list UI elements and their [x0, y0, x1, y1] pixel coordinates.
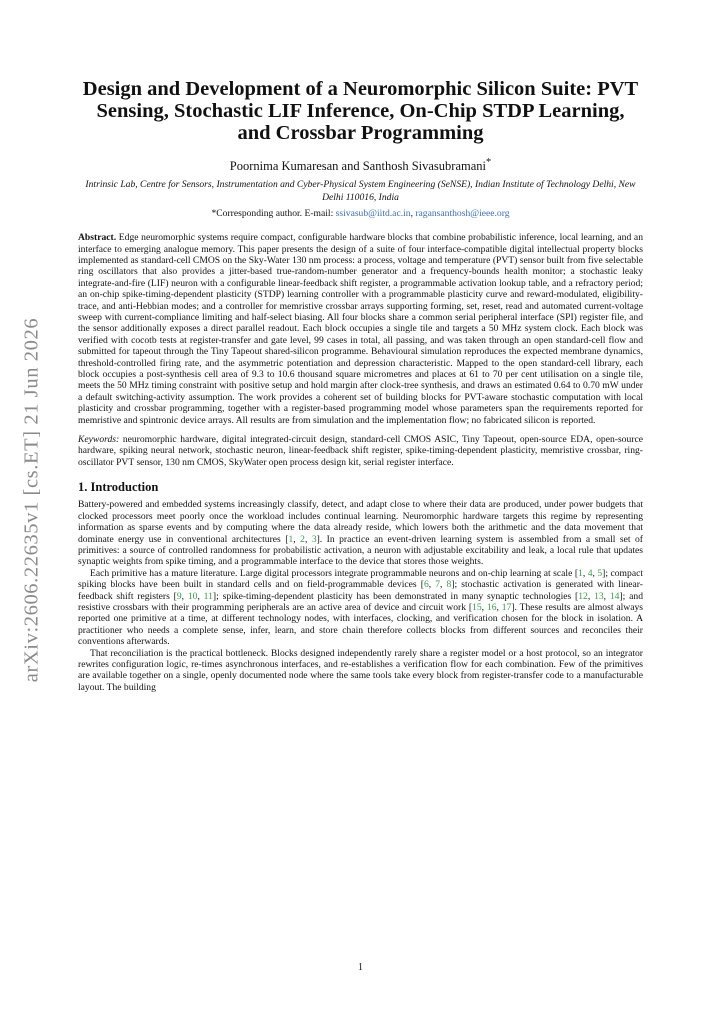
abstract-text: Edge neuromorphic systems require compact, configurable hardware blocks that combine probabilistic inference, local learning, and an interface to emerging analogue memory. This paper presents the design of a suite of four interface-compatible digital intellectual property blocks implemented as standard-cell CMOS on the Sky-Water 130 nm process: a process, voltage and temperature (PVT) sensor built from five selectable ring oscillators that also provides a jitter-based true-random-number generator and a frequency-bounds health monitor; a stochastic leaky integrate-and-fire (LIF) neuron with a configurable linear-feedback shift register, a programmable activation lookup table, and a refractory period; an on-chip spike-timing-dependent plasticity (STDP) learning controller with a programmable plasticity curve and reward-modulated, eligibility-trace, and anti-Hebbian modes; and a controller for memristive crossbar arrays supporting forming, set, reset, read and automated current-voltage sweep with current-compliance limiting and half-select biasing. All four blocks share a common serial peripheral interface (SPI) register file, and the sensor additionally exposes a direct parallel readout. Each block occupies a single tile and targets a 50 MHz system clock. Each block was verified with cocotb tests at register-transfer and gate level, 99 cases in total, all passing, and was taken through an open standard-cell flow and submitted for tapeout through the Tiny Tapeout shared-silicon programme. Behavioural simulation reproduces the expected membrane dynamics, threshold-controlled firing rate, and the asymmetric potentiation and depression characteristic. Mapped to the open standard-cell library, each block occupies a post-synthesis cell area of 9.3 to 10.6 thousand square micrometres and places at 61 to 70 per cent utilisation on a single tile, meets the 50 MHz timing constraint with positive setup and hold margin after clock-tree synthesis, and draws an estimated 0.64 to 0.70 mW under a default switching-activity assumption. The work provides a coherent set of building blocks for PVT-aware stochastic computation with local plasticity and crossbar programming, together with a register-based programming model whose parameters span the requirements reported for memristive and spintronic device arrays. All results are from simulation and the implementation flow; no fabricated silicon is reported.	[78, 232, 643, 426]
citation-link[interactable]: 1	[578, 567, 583, 579]
arxiv-identifier-stamp	[12, 300, 52, 700]
authors-text: Poornima Kumaresan and Santhosh Sivasubramani	[229, 159, 486, 174]
section-heading-introduction: 1. Introduction	[78, 480, 159, 495]
corresponding-mark: *	[486, 157, 492, 168]
citation-link[interactable]: 9	[176, 590, 182, 602]
corresponding-author-line	[78, 208, 643, 219]
citation-link[interactable]: 12	[578, 590, 588, 602]
arxiv-identifier: arXiv:2606.22635v1 [cs.ET] 21 Jun 2026	[20, 317, 43, 683]
intro-paragraph-1: Battery-powered and embedded systems increasingly classify, detect, and adapt close to where their data are produced, under power budgets that clocked processors meet poorly once the workload includes continual learning. Neuromorphic hardware targets this regime by representing information as sparse events and by computing where the data already reside, which lowers both the arithmetic and the data movement that dominate energy use in conventional architectures [1, 2, 3]. In practice an event-driven learning system is assembled from a small set of primitives: a source of controlled randomness for probabilistic activation, a neuron with adjustable excitability and leak, a local rule that updates synaptic weights from spike timing, and a programmable interface to the device that stores those weights.	[78, 499, 643, 568]
citation-link[interactable]: 5	[597, 567, 603, 579]
citation-link[interactable]: 4	[587, 567, 593, 579]
paper-page	[78, 78, 643, 693]
intro-paragraph-2: Each primitive has a mature literature. Large digital processors integrate programmable neurons and on-chip learning at scale [1, 4, 5]; compact spiking blocks have been built in standard cells and on field-programmable devices [6, 7, 8]; stochastic activation is generated with linear-feedback shift registers [9, 10, 11]; spike-timing-dependent plasticity has been demonstrated in many synaptic technologies [12, 13, 14]; and resistive crossbars with their programming peripherals are an active area of device and circuit work [15, 16, 17]. These results are almost always reported one primitive at a time, at different technology nodes, with interfaces, clocking, and verification chosen for the block in isolation. A practitioner who needs a complete sense, infer, learn, and store chain therefore collects blocks from different sources and reconciles their conventions afterwards.	[78, 567, 644, 648]
citation-link[interactable]: 8	[446, 579, 452, 591]
citation-link[interactable]: 3	[311, 533, 317, 545]
p1-text-a: Battery-powered and embedded systems increasingly classify, detect, and adapt close to where their data are produced, under power budgets that clocked processors meet poorly once the workload includes continual learning. Neuromorphic hardware targets this regime by representing information as sparse events and by computing where the data already reside, which lowers both the arithmetic and the data movement that dominate energy use in conventional architectures [	[78, 499, 643, 545]
citation-link[interactable]: 1	[288, 533, 294, 545]
p1-text-b: ]. In practice an event-driven learning system is assembled from a small set of primitives: a source of controlled randomness for probabilistic activation, a neuron with adjustable excitability and leak, a local rule that updates synaptic weights from spike timing, and a programmable interface to the device that stores those weights.	[78, 533, 643, 568]
keywords	[78, 434, 643, 468]
citation-link[interactable]: 6	[423, 579, 429, 591]
p2-text-b: ]; compact spiking blocks have been built in standard cells and on field-programmable devices [	[78, 567, 643, 591]
citation-link[interactable]: 2	[300, 533, 305, 545]
citation-link[interactable]: 10	[187, 590, 198, 602]
citation-link[interactable]: 13	[594, 590, 604, 602]
corr-prefix: *Corresponding author. E-mail:	[211, 208, 336, 220]
email-link-2[interactable]: ragansanthosh@ieee.org	[415, 208, 510, 220]
p2-text-a: Each primitive has a mature literature. Large digital processors integrate programmable neurons and on-chip learning at scale [	[90, 567, 579, 579]
p2-text-c: ]; stochastic activation is generated with linear-feedback shift registers [	[78, 579, 644, 602]
keywords-label: Keywords:	[78, 434, 120, 446]
affiliation: Intrinsic Lab, Centre for Sensors, Instrumentation and Cyber-Physical System Engineering (SeNSE), Indian Institute of Technology Delhi, New Delhi 110016, India	[85, 179, 636, 203]
citation-link[interactable]: 14	[609, 590, 620, 602]
email-link-1[interactable]: ssivasub@iitd.ac.in	[335, 208, 411, 220]
keywords-text: neuromorphic hardware, digital integrated-circuit design, standard-cell CMOS ASIC, Tiny Tapeout, open-source EDA, open-source hardware, spiking neural network, stochastic neuron, linear-feedback shift register, spike-timing-dependent plasticity, memristive crossbar, ring-oscillator PVT sensor, 130 nm CMOS, SkyWater open process design kit, serial register interface.	[78, 434, 643, 468]
citation-link[interactable]: 15	[472, 601, 482, 613]
corr-separator: ,	[410, 208, 416, 220]
citation-link[interactable]: 17	[501, 601, 512, 613]
paper-title: Design and Development of a Neuromorphic Silicon Suite: PVT Sensing, Stochastic LIF Inference, On-Chip STDP Learning, and Crossbar Programming	[82, 78, 639, 144]
citation-link[interactable]: 16	[486, 601, 497, 613]
p2-text-f: ]. These results are almost always reported one primitive at a time, at different technology nodes, with interfaces, clocking, and verification chosen for the block in isolation. A practitioner who needs a complete sense, infer, learn, and store chain therefore collects blocks from different sources and reconciles their conventions afterwards.	[78, 601, 643, 648]
p2-text-e: ]; and resistive crossbars with their programming peripherals are an active area of device and circuit work [	[78, 590, 643, 613]
intro-paragraph-3: That reconciliation is the practical bottleneck. Blocks designed independently rarely share a register model or a host protocol, so an integrator rewrites configuration logic, re-times asynchronous interfaces, and re-establishes a verification flow for each combination. Few of the primitives are available together on a single, openly documented node where the same tools take every block from register-transfer code to a manufacturable layout. The building	[78, 647, 643, 693]
citation-link[interactable]: 11	[203, 590, 213, 602]
abstract-label: Abstract.	[78, 232, 117, 244]
p2-text-d: ]; spike-timing-dependent plasticity has been demonstrated in many synaptic technologies [	[212, 590, 579, 602]
author-list	[78, 157, 643, 174]
abstract	[78, 232, 643, 426]
citation-link[interactable]: 7	[435, 579, 441, 591]
page-number: 1	[358, 962, 363, 973]
